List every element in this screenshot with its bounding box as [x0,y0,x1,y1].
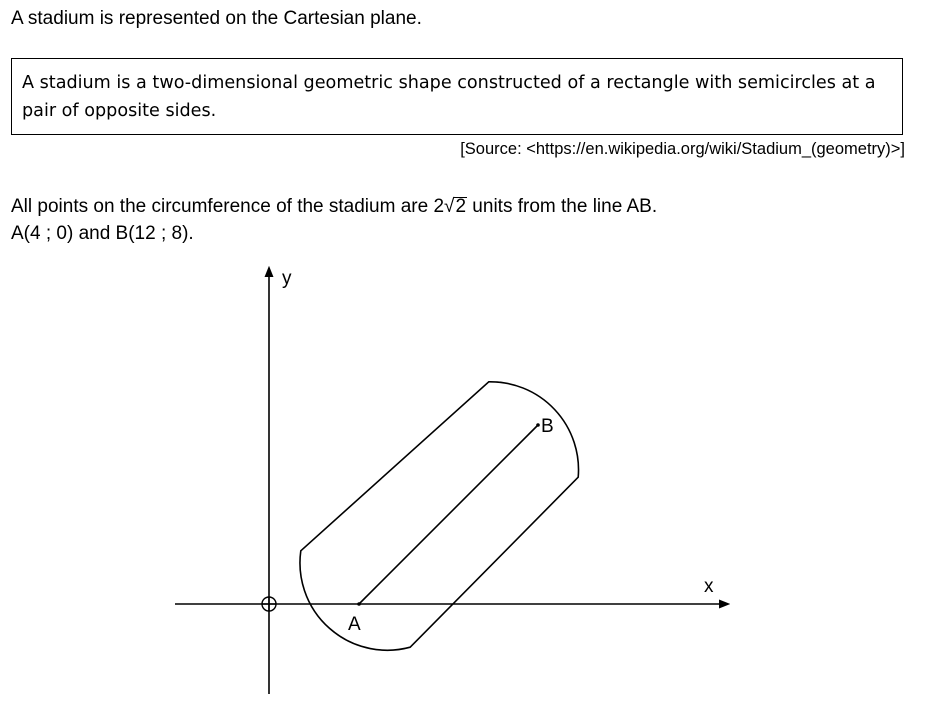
distance-coefficient: 2 [433,196,445,217]
distance-text-before: All points on the circumference of the stadium are [11,196,434,217]
intro-text: A stadium is represented on the Cartesian plane. [11,8,422,29]
stadium-outline [300,382,579,650]
point-a-label: A [348,614,361,635]
origin-marker [262,597,276,611]
definition-line-1: A stadium is a two-dimensional geometric shape constructed of a rectangle with semicircles at a [22,73,876,93]
definition-line-2: pair of opposite sides. [22,101,217,121]
segment-ab [359,425,538,604]
point-b-dot [536,423,540,427]
y-axis-label: y [282,268,292,289]
point-b-label: B [541,416,554,437]
point-a-dot [357,602,361,606]
x-axis-label: x [704,576,714,597]
radical-icon: √ [444,196,455,217]
distance-radicand: 2 [455,196,467,217]
distance-text-after: units from the line AB. [467,196,658,217]
points-statement: A(4 ; 0) and B(12 ; 8). [11,223,194,244]
source-citation: [Source: <https://en.wikipedia.org/wiki/Stadium_(geometry)>] [460,140,905,158]
